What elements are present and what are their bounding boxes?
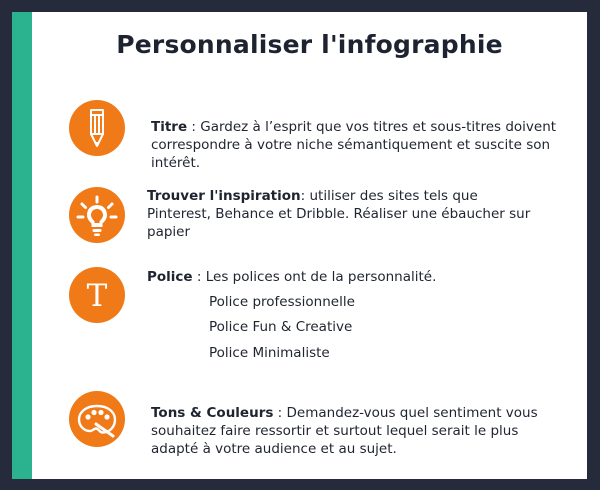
list-item-police: Police : Les polices ont de la personnalité. — [147, 269, 437, 285]
lightbulb-icon — [69, 187, 125, 243]
list-item-tons-couleurs: Tons & Couleurs : Demandez-vous quel sentiment vous souhaitez faire ressortir et surtout lequel serait le plus adapté à votre audience et au sujet. — [151, 405, 538, 457]
page-title: Personnaliser l'infographie — [116, 30, 503, 59]
list-item-inspiration: Trouver l'inspiration: utiliser des sites tels que Pinterest, Behance et Dribble. Réaliser une ébaucher sur papier — [147, 188, 531, 240]
letter-t-icon — [69, 267, 125, 323]
list-item-titre: Titre : Gardez à l’esprit que vos titres et sous-titres doivent correspondre à votre niche sémantiquement et suscite son intérêt. — [151, 119, 557, 171]
font-option: Police professionnelle — [209, 294, 355, 310]
accent-bar — [12, 12, 32, 479]
infographic-card — [12, 12, 587, 479]
svg-text:T: T — [86, 278, 108, 314]
font-option: Police Minimaliste — [209, 345, 330, 361]
pencil-icon — [69, 100, 125, 156]
palette-icon — [69, 391, 125, 447]
font-option: Police Fun & Creative — [209, 319, 353, 335]
